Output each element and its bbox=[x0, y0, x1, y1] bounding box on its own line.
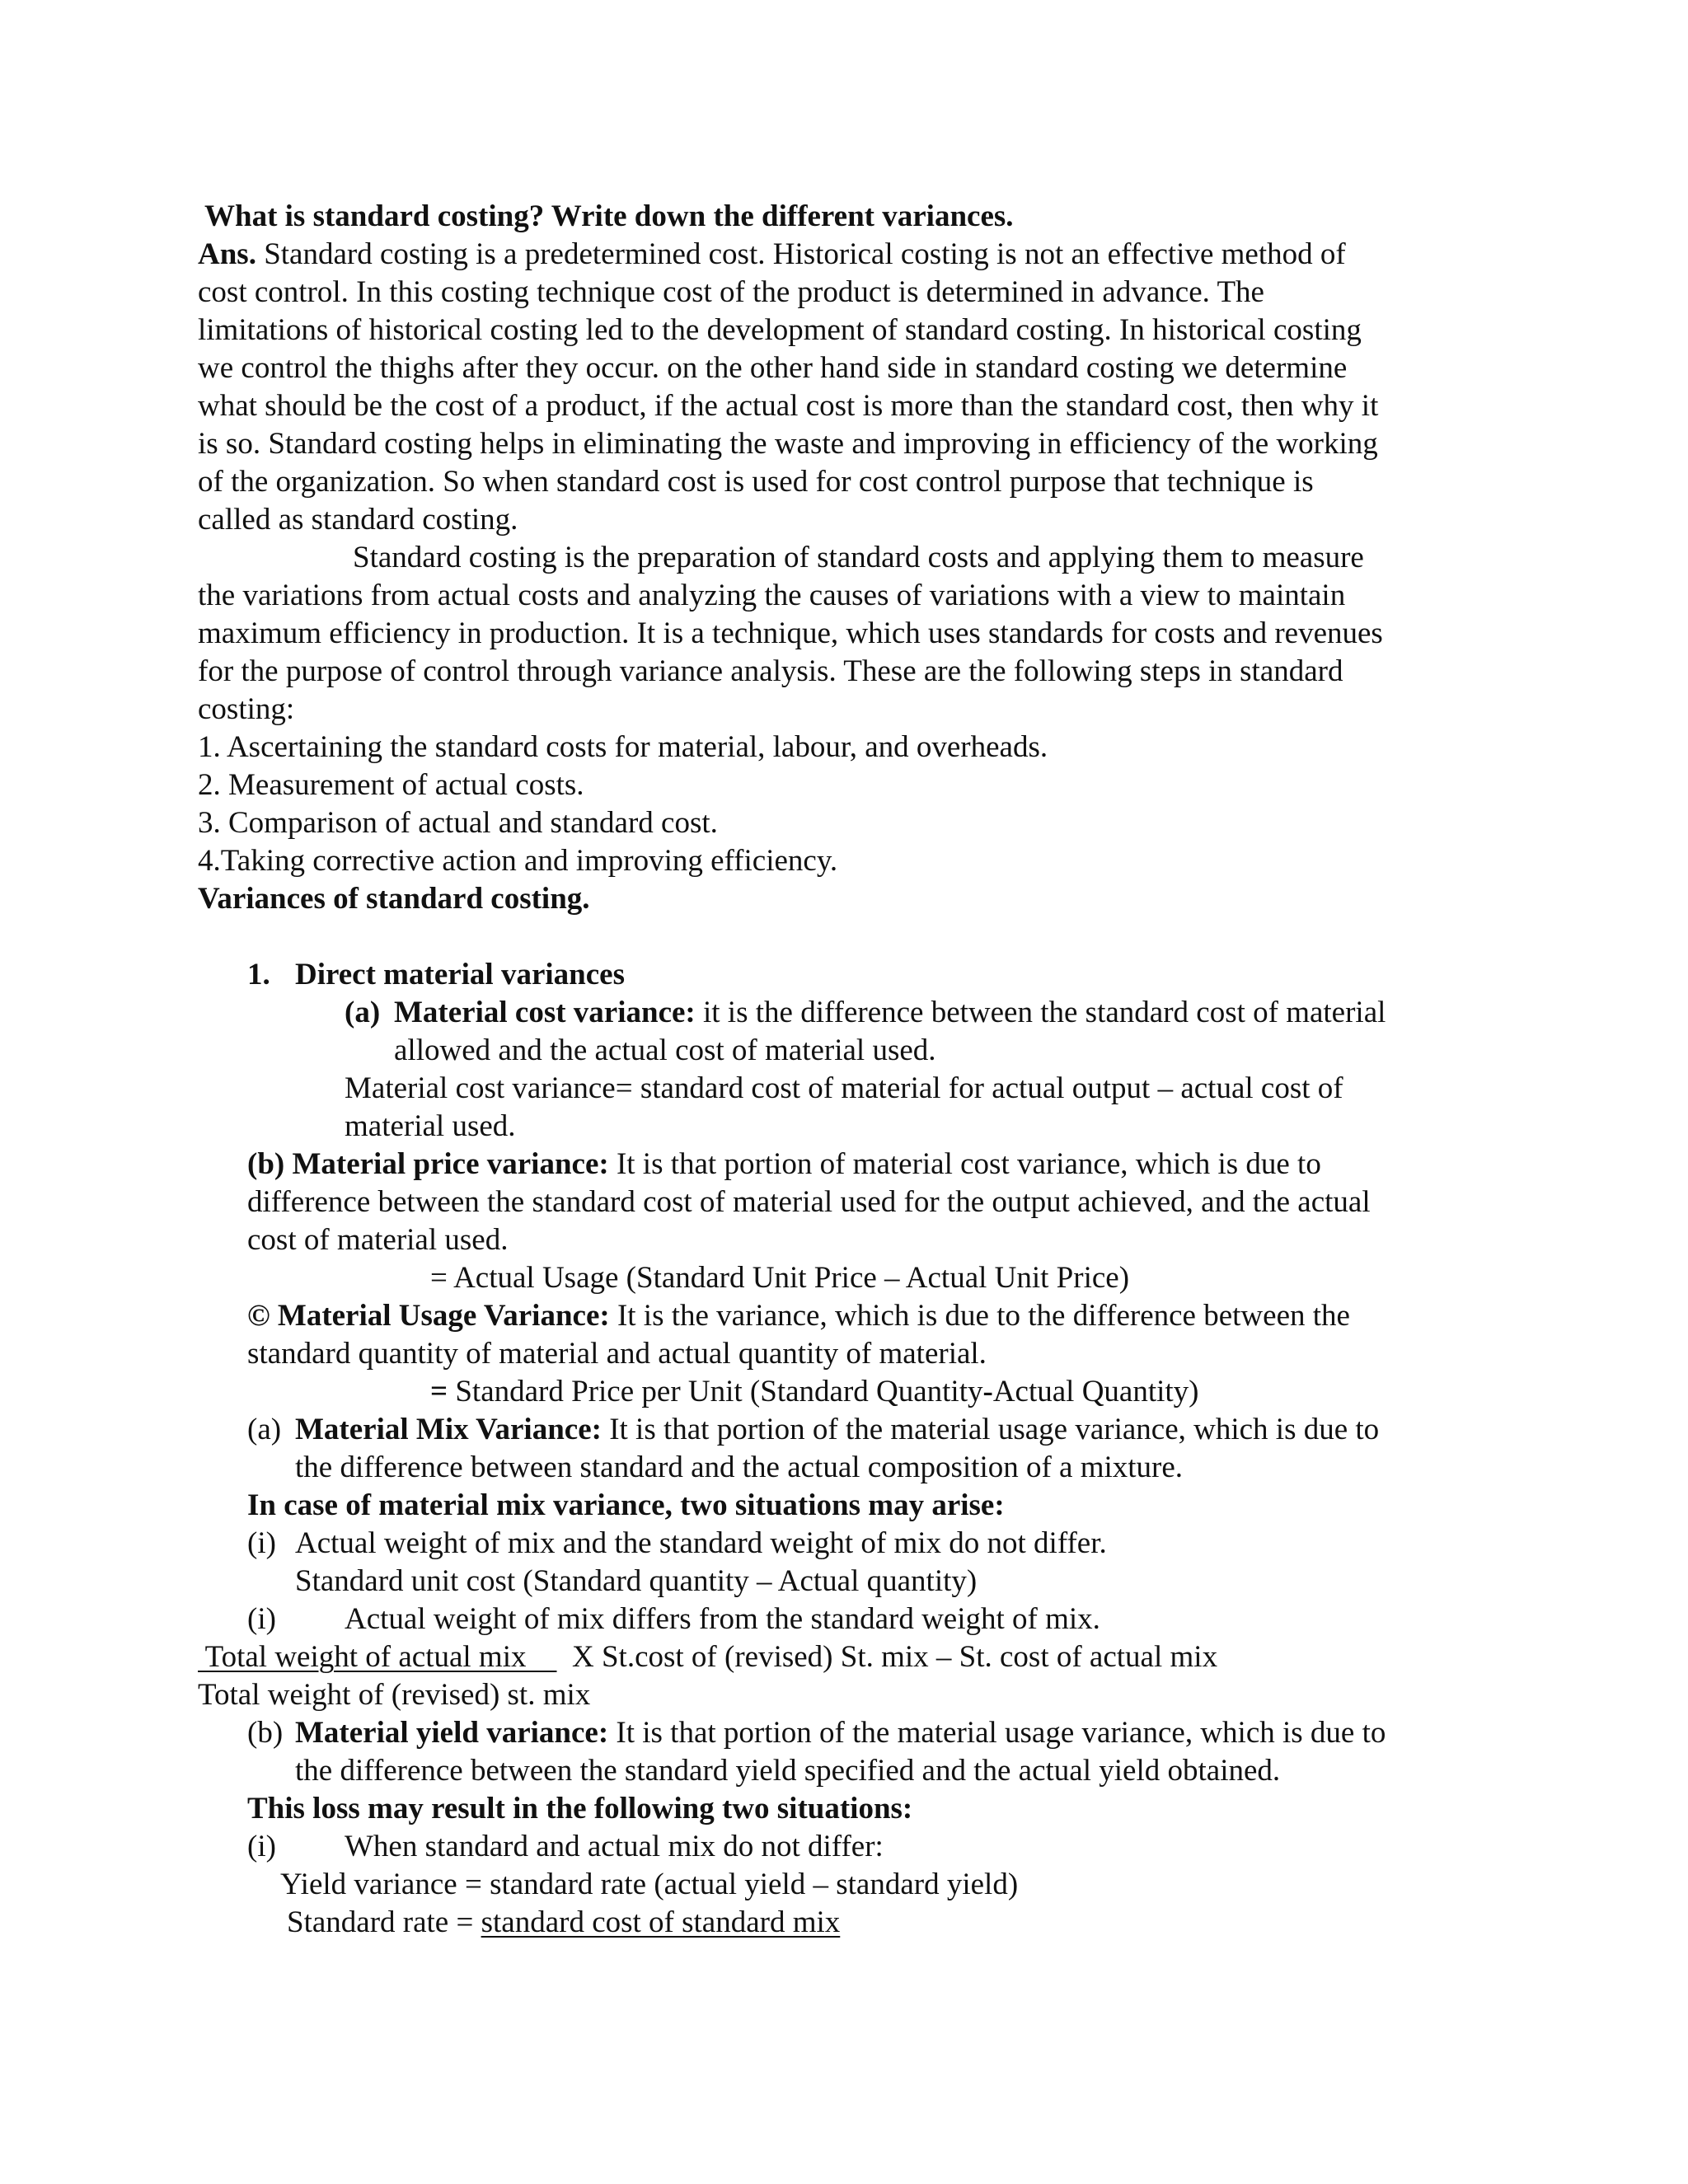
answer-line-5: what should be the cost of a product, if the actual cost is more than the standard cost, then why it bbox=[198, 389, 1379, 423]
mpv-line-3: cost of material used. bbox=[247, 1223, 509, 1257]
myv-line-1: Material yield variance: It is that portion of the material usage variance, which is due to bbox=[295, 1716, 1386, 1750]
mcv-label: (a) bbox=[345, 996, 381, 1029]
mcv-formula-1: Material cost variance= standard cost of material for actual output – actual cost of bbox=[345, 1071, 1343, 1105]
mpv-formula: = Actual Usage (Standard Unit Price – Actual Unit Price) bbox=[430, 1261, 1130, 1295]
step-4: 4.Taking corrective action and improving efficiency. bbox=[198, 844, 838, 878]
mcv-line-2: allowed and the actual cost of material used. bbox=[394, 1033, 936, 1067]
step-2: 2. Measurement of actual costs. bbox=[198, 768, 584, 802]
section-title: Direct material variances bbox=[295, 958, 625, 991]
myv-loss-heading: This loss may result in the following two situations: bbox=[247, 1792, 913, 1825]
mmv-case-heading: In case of material mix variance, two situations may arise: bbox=[247, 1488, 1005, 1522]
mmv-s2-text: Actual weight of mix differs from the standard weight of mix. bbox=[345, 1602, 1100, 1636]
answer-label: Ans. bbox=[198, 237, 256, 271]
mmv-label: (a) bbox=[247, 1413, 282, 1446]
variances-heading: Variances of standard costing. bbox=[198, 882, 590, 916]
mcv-line-1: Material cost variance: it is the difference between the standard cost of material bbox=[394, 996, 1386, 1029]
mpv-line-1: (b) Material price variance: It is that portion of material cost variance, which is due to bbox=[247, 1147, 1321, 1181]
myv-s1-text: When standard and actual mix do not differ: bbox=[345, 1830, 884, 1863]
para2-line-4: for the purpose of control through variance analysis. These are the following steps in standard bbox=[198, 654, 1343, 688]
section-number: 1. bbox=[247, 958, 270, 991]
para2-line-2: the variations from actual costs and analyzing the causes of variations with a view to maintain bbox=[198, 579, 1346, 612]
mcv-formula-2: material used. bbox=[345, 1109, 516, 1143]
mmv-s1-label: (i) bbox=[247, 1526, 276, 1560]
myv-label: (b) bbox=[247, 1716, 284, 1750]
step-1: 1. Ascertaining the standard costs for material, labour, and overheads. bbox=[198, 730, 1048, 764]
para2-line-1: Standard costing is the preparation of standard costs and applying them to measure bbox=[353, 541, 1364, 574]
mmv-fraction-numerator: Total weight of actual mix X St.cost of (revised) St. mix – St. cost of actual mix bbox=[198, 1640, 1218, 1674]
para2-line-5: costing: bbox=[198, 692, 295, 726]
muv-line-1: © Material Usage Variance: It is the variance, which is due to the difference between the bbox=[247, 1299, 1350, 1333]
step-3: 3. Comparison of actual and standard cost. bbox=[198, 806, 718, 840]
muv-formula: = Standard Price per Unit (Standard Quantity-Actual Quantity) bbox=[430, 1375, 1199, 1408]
standard-rate-formula: Standard rate = standard cost of standard mix bbox=[287, 1905, 841, 1939]
answer-line-2: cost control. In this costing technique cost of the product is determined in advance. The bbox=[198, 275, 1264, 309]
myv-s1-label: (i) bbox=[247, 1830, 276, 1863]
para2-line-3: maximum efficiency in production. It is a technique, which uses standards for costs and revenues bbox=[198, 616, 1383, 650]
mmv-line-1: Material Mix Variance: It is that portion of the material usage variance, which is due to bbox=[295, 1413, 1380, 1446]
question-heading: What is standard costing? Write down the different variances. bbox=[204, 199, 1014, 233]
mmv-s1-text: Actual weight of mix and the standard weight of mix do not differ. bbox=[295, 1526, 1107, 1560]
mmv-line-2: the difference between standard and the actual composition of a mixture. bbox=[295, 1451, 1184, 1484]
answer-line-7: of the organization. So when standard cost is used for cost control purpose that technique is bbox=[198, 465, 1314, 499]
answer-line-1: Ans. Standard costing is a predetermined cost. Historical costing is not an effective method of bbox=[198, 237, 1346, 271]
answer-line-4: we control the thighs after they occur. on the other hand side in standard costing we determine bbox=[198, 351, 1348, 385]
mmv-s2-label: (i) bbox=[247, 1602, 276, 1636]
yield-variance-formula: Yield variance = standard rate (actual yield – standard yield) bbox=[280, 1868, 1019, 1901]
mpv-line-2: difference between the standard cost of material used for the output achieved, and the actual bbox=[247, 1185, 1371, 1219]
answer-line-8: called as standard costing. bbox=[198, 503, 518, 537]
mmv-fraction-denominator: Total weight of (revised) st. mix bbox=[198, 1678, 591, 1712]
answer-line-6: is so. Standard costing helps in eliminating the waste and improving in efficiency of the working bbox=[198, 427, 1378, 461]
muv-line-2: standard quantity of material and actual quantity of material. bbox=[247, 1337, 987, 1371]
answer-line-3: limitations of historical costing led to the development of standard costing. In historical costing bbox=[198, 313, 1362, 347]
mmv-s1-formula: Standard unit cost (Standard quantity – Actual quantity) bbox=[295, 1564, 978, 1598]
myv-line-2: the difference between the standard yield specified and the actual yield obtained. bbox=[295, 1754, 1281, 1788]
